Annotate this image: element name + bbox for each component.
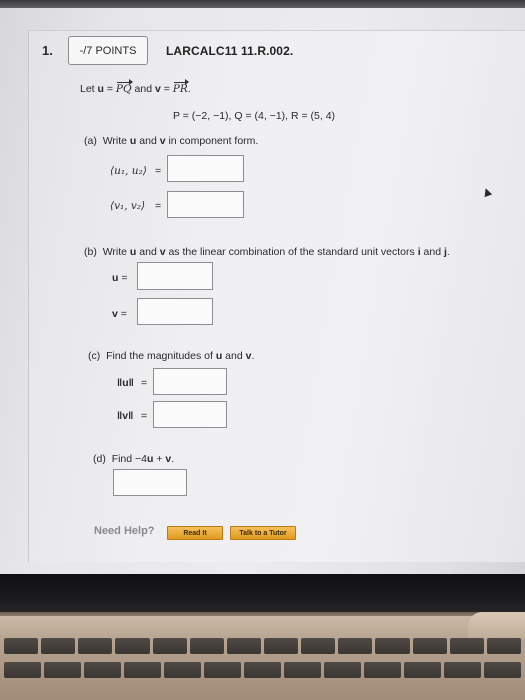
part-label: (a) [84, 135, 97, 147]
unit-vector-j: j [443, 246, 447, 258]
equals-sign: = [120, 308, 127, 320]
and-text: and [222, 350, 246, 362]
key [4, 662, 41, 678]
instruction-text: Write [102, 246, 130, 258]
keyboard-row [0, 662, 525, 678]
vector-v: v [159, 135, 166, 147]
coefficient: −4 [135, 453, 148, 465]
unit-vector-i: i [417, 246, 421, 258]
key [44, 662, 81, 678]
v-magnitude-input[interactable] [153, 401, 227, 428]
part-label: (c) [88, 350, 101, 362]
laptop-logo-area [468, 612, 525, 638]
instruction-text: Find the magnitudes of [106, 350, 216, 362]
v-components-input[interactable] [167, 191, 244, 218]
vector-v: v [165, 453, 172, 465]
vector-u: u [97, 83, 104, 95]
key [338, 638, 372, 654]
key [364, 662, 401, 678]
key [264, 638, 298, 654]
part-a-instruction [84, 135, 258, 147]
u-components-label: ⟨u₁, u₂⟩ [110, 165, 147, 177]
points-badge: -/7 POINTS [68, 36, 148, 65]
part-label: (b) [84, 246, 97, 258]
part-label: (d) [93, 453, 106, 465]
key [115, 638, 149, 654]
key [487, 638, 521, 654]
key [301, 638, 335, 654]
key [324, 662, 361, 678]
key [78, 638, 112, 654]
key [227, 638, 261, 654]
period: . [187, 83, 191, 95]
question-number: 1. [42, 43, 53, 58]
talk-to-tutor-button[interactable]: Talk to a Tutor [230, 526, 296, 540]
u-magnitude-input[interactable] [153, 368, 227, 395]
let-text: Let [80, 83, 95, 95]
part-d-instruction [93, 453, 174, 465]
vector-u: u [215, 350, 223, 362]
period: . [171, 453, 175, 465]
equals-sign: = [155, 165, 162, 177]
instruction-text: Find [111, 453, 136, 465]
equals-sign: = [141, 377, 148, 389]
key [404, 662, 441, 678]
key [4, 638, 38, 654]
laptop-base [0, 616, 525, 700]
read-it-button[interactable]: Read It [167, 526, 223, 540]
vector-v: v [154, 83, 161, 95]
equals-sign: = [103, 83, 116, 95]
u-linear-combination-input[interactable] [137, 262, 213, 290]
v-components-label: ⟨v₁, v₂⟩ [110, 200, 146, 212]
and-text: and [136, 246, 160, 258]
part-b-instruction [84, 246, 450, 258]
key [284, 662, 321, 678]
linear-expression-input[interactable] [113, 469, 187, 496]
u-label [112, 272, 127, 284]
v-magnitude-label: ‖v‖ [117, 410, 134, 422]
key [444, 662, 481, 678]
part-c-instruction [88, 350, 254, 362]
vector-u: u [129, 246, 137, 258]
screen [0, 8, 525, 576]
key [41, 638, 75, 654]
key [190, 638, 224, 654]
equals-sign: = [160, 83, 173, 95]
v-label [112, 308, 127, 320]
key [84, 662, 121, 678]
need-help-label: Need Help? [94, 525, 155, 537]
key [484, 662, 521, 678]
problem-id: LARCALC11 11.R.002. [166, 44, 294, 58]
vector-u: u [147, 453, 154, 465]
key [204, 662, 241, 678]
vector-pr: PR [172, 83, 188, 95]
period: . [251, 350, 255, 362]
key [124, 662, 161, 678]
key [153, 638, 187, 654]
and-text: and [420, 246, 444, 258]
v-linear-combination-input[interactable] [137, 298, 213, 325]
equals-sign: = [141, 410, 148, 422]
problem-statement [80, 83, 191, 95]
key [450, 638, 484, 654]
vector-v: v [159, 246, 166, 258]
key [375, 638, 409, 654]
period: . [446, 246, 450, 258]
keyboard-row [0, 638, 525, 654]
and-text: and [131, 83, 155, 95]
vector-v: v [112, 308, 118, 320]
equals-sign: = [121, 272, 128, 284]
given-points: P = (−2, −1), Q = (4, −1), R = (5, 4) [173, 110, 336, 122]
instruction-text: as the linear combination of the standard unit vectors [165, 246, 418, 258]
u-components-input[interactable] [167, 155, 244, 182]
instruction-text: Write [102, 135, 130, 147]
vector-u: u [129, 135, 137, 147]
plus-sign: + [153, 453, 166, 465]
instruction-text: in component form. [165, 135, 259, 147]
equals-sign: = [155, 200, 162, 212]
and-text: and [136, 135, 160, 147]
vector-v: v [245, 350, 252, 362]
vector-pq: PQ [115, 83, 132, 95]
key [413, 638, 447, 654]
key [164, 662, 201, 678]
vector-u: u [112, 272, 119, 284]
u-magnitude-label: ‖u‖ [117, 377, 134, 389]
key [244, 662, 281, 678]
